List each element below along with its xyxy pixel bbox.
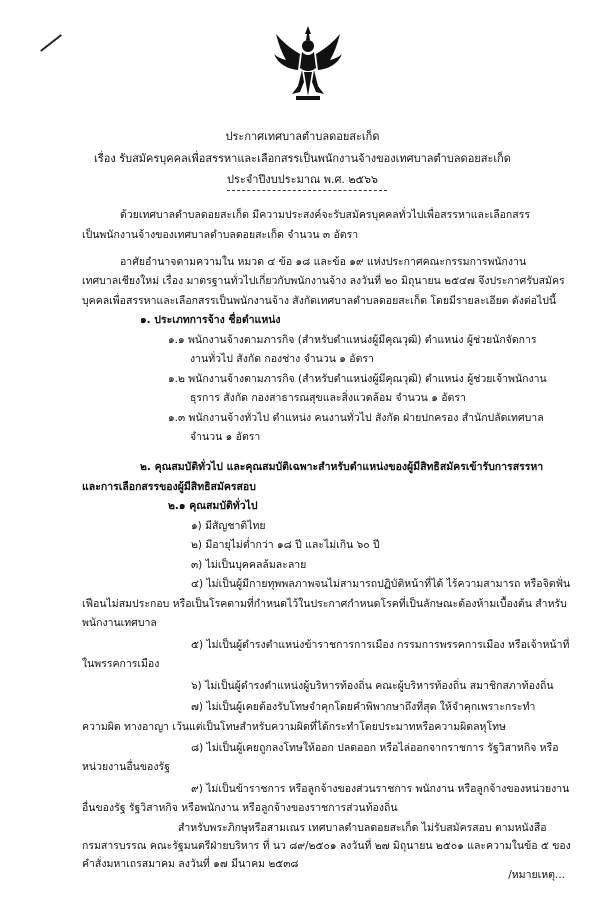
- list-item: ๖) ไม่เป็นผู้ดำรงตำแหน่งผู้บริหารท้องถิ่น คณะผู้บริหารท้องถิ่น สมาชิกสภาท้องถิ่น: [191, 680, 554, 692]
- paragraph-line: อาศัยอำนาจตามความใน หมวด ๔ ข้อ ๑๘ และข้อ ๑๙ แห่งประกาศคณะกรรมการพนักงาน: [120, 256, 527, 268]
- document-subject: เรื่อง รับสมัครบุคคลเพื่อสรรหาและเลือกสรรเป็นพนักงานจ้างของเทศบาลตำบลดอยสะเก็ด: [94, 152, 511, 165]
- continued-marker: /หมายเหตุ...: [508, 869, 565, 881]
- subsection-heading: ๒.๑ คุณสมบัติทั่วไป: [168, 500, 258, 512]
- list-item: ๗) ไม่เป็นผู้เคยต้องรับโทษจำคุกโดยคำพิพากษาถึงที่สุด ให้จำคุกเพราะกระทำ: [191, 701, 536, 713]
- list-item: หน่วยงานอื่นของรัฐ: [82, 761, 170, 773]
- list-item: จำนวน ๑ อัตรา: [190, 431, 261, 443]
- paragraph-line: ด้วยเทศบาลตำบลดอยสะเก็ด มีความประสงค์จะรับสมัครบุคคลทั่วไปเพื่อสรรหาและเลือกสรร: [120, 209, 530, 221]
- list-item: ๘) ไม่เป็นผู้เคยถูกลงโทษให้ออก ปลดออก หรือไล่ออกจากราชการ รัฐวิสาหกิจ หรือ: [191, 742, 559, 754]
- note-line: คำสั่งมหาเถรสมาคม ลงวันที่ ๑๗ มีนาคม ๒๕๓๘: [82, 858, 299, 870]
- list-item: อื่นของรัฐ รัฐวิสาหกิจ หรือพนักงาน หรือลูกจ้างของราชการส่วนท้องถิ่น: [82, 802, 398, 814]
- list-item: ๙) ไม่เป็นข้าราชการ หรือลูกจ้างของส่วนราชการ พนักงาน หรือลูกจ้างของหน่วยงาน: [191, 783, 570, 795]
- section-heading: ๒. คุณสมบัติทั่วไป และคุณสมบัติเฉพาะสำหรับตำแหน่งของผู้มีสิทธิสมัครเข้ารับการสรรหา: [140, 461, 544, 473]
- fiscal-year: ประจำปีงบประมาณ พ.ศ. ๒๕๖๖: [227, 173, 378, 186]
- paragraph-line: บุคคลเพื่อสรรหาและเลือกสรรเป็นพนักงานจ้าง สังกัดเทศบาลตำบลดอยสะเก็ด โดยมีรายละเอียด ดังต่อไปนี้: [82, 295, 557, 307]
- paragraph-line: เทศบาลเชียงใหม่ เรื่อง มาตรฐานทั่วไปเกี่ยวกับพนักงานจ้าง ลงวันที่ ๒๐ มิถุนายน ๒๕๔๗ จึงประกาศรับสมัคร: [82, 275, 565, 287]
- section-heading: และการเลือกสรรของผู้มีสิทธิสมัครสอบ: [82, 481, 256, 493]
- paragraph-line: เป็นพนักงานจ้างของเทศบาลตำบลดอยสะเก็ด จำนวน ๓ อัตรา: [82, 229, 359, 241]
- note-line: สำหรับพระภิกษุหรือสามเณร เทศบาลตำบลดอยสะเก็ด ไม่รับสมัครสอบ ตามหนังสือ: [178, 822, 547, 834]
- list-item: ๒) มีอายุไม่ต่ำกว่า ๑๘ ปี และไม่เกิน ๖๐ ปี: [191, 539, 380, 551]
- list-item: พนักงานเทศบาล: [82, 617, 157, 629]
- list-item: ในพรรคการเมือง: [82, 658, 160, 670]
- list-item: ๑.๑ พนักงานจ้างตามภารกิจ (สำหรับตำแหน่งผู้มีคุณวุฒิ) ตำแหน่ง ผู้ช่วยนักจัดการ: [168, 334, 537, 346]
- document-title: ประกาศเทศบาลตำบลดอยสะเก็ด: [225, 130, 380, 143]
- list-item: ๔) ไม่เป็นผู้มีกายทุพพลภาพจนไม่สามารถปฏิบัติหน้าที่ได้ ไร้ความสามารถ หรือจิตฟั่น: [191, 578, 571, 590]
- section-heading: ๑. ประเภทการจ้าง ชื่อตำแหน่ง: [140, 314, 281, 326]
- dashed-divider: [227, 190, 387, 191]
- note-line: กรมสารบรรณ คณะรัฐมนตรีฝ่ายบริหาร ที่ นว ๘๙/๒๕๐๑ ลงวันที่ ๒๗ มิถุนายน ๒๕๐๑ และความในข้อ ๕ ของ: [82, 840, 571, 852]
- list-item: เฟือนไม่สมประกอบ หรือเป็นโรคตามที่กำหนดไว้ในประกาศกำหนดโรคที่เป็นลักษณะต้องห้ามเบื้องต้น สำหรับ: [82, 598, 567, 610]
- pen-stroke-mark: [40, 34, 62, 52]
- list-item: ๑.๒ พนักงานจ้างตามภารกิจ (สำหรับตำแหน่งผู้มีคุณวุฒิ) ตำแหน่ง ผู้ช่วยเจ้าพนักงาน: [168, 373, 547, 385]
- list-item: ความผิด ทางอาญา เว้นแต่เป็นโทษสำหรับความผิดที่ได้กระทำโดยประมาทหรือความผิดลหุโทษ: [82, 721, 506, 733]
- list-item: ๑) มีสัญชาติไทย: [191, 520, 266, 532]
- list-item: ๕) ไม่เป็นผู้ดำรงตำแหน่งข้าราชการการเมือง กรรมการพรรคการเมือง หรือเจ้าหน้าที่: [191, 639, 570, 651]
- garuda-emblem-icon: [272, 24, 344, 104]
- list-item: ๑.๓ พนักงานจ้างทั่วไป ตำแหน่ง คนงานทั่วไป สังกัด ฝ่ายปกครอง สำนักปลัดเทศบาล: [168, 412, 544, 424]
- list-item: ธุรการ สังกัด กองสาธารณสุขและสิ่งแวดล้อม จำนวน ๑ อัตรา: [190, 392, 466, 404]
- list-item: งานทั่วไป สังกัด กองช่าง จำนวน ๑ อัตรา: [190, 353, 374, 365]
- list-item: ๓) ไม่เป็นบุคคลล้มละลาย: [191, 559, 307, 571]
